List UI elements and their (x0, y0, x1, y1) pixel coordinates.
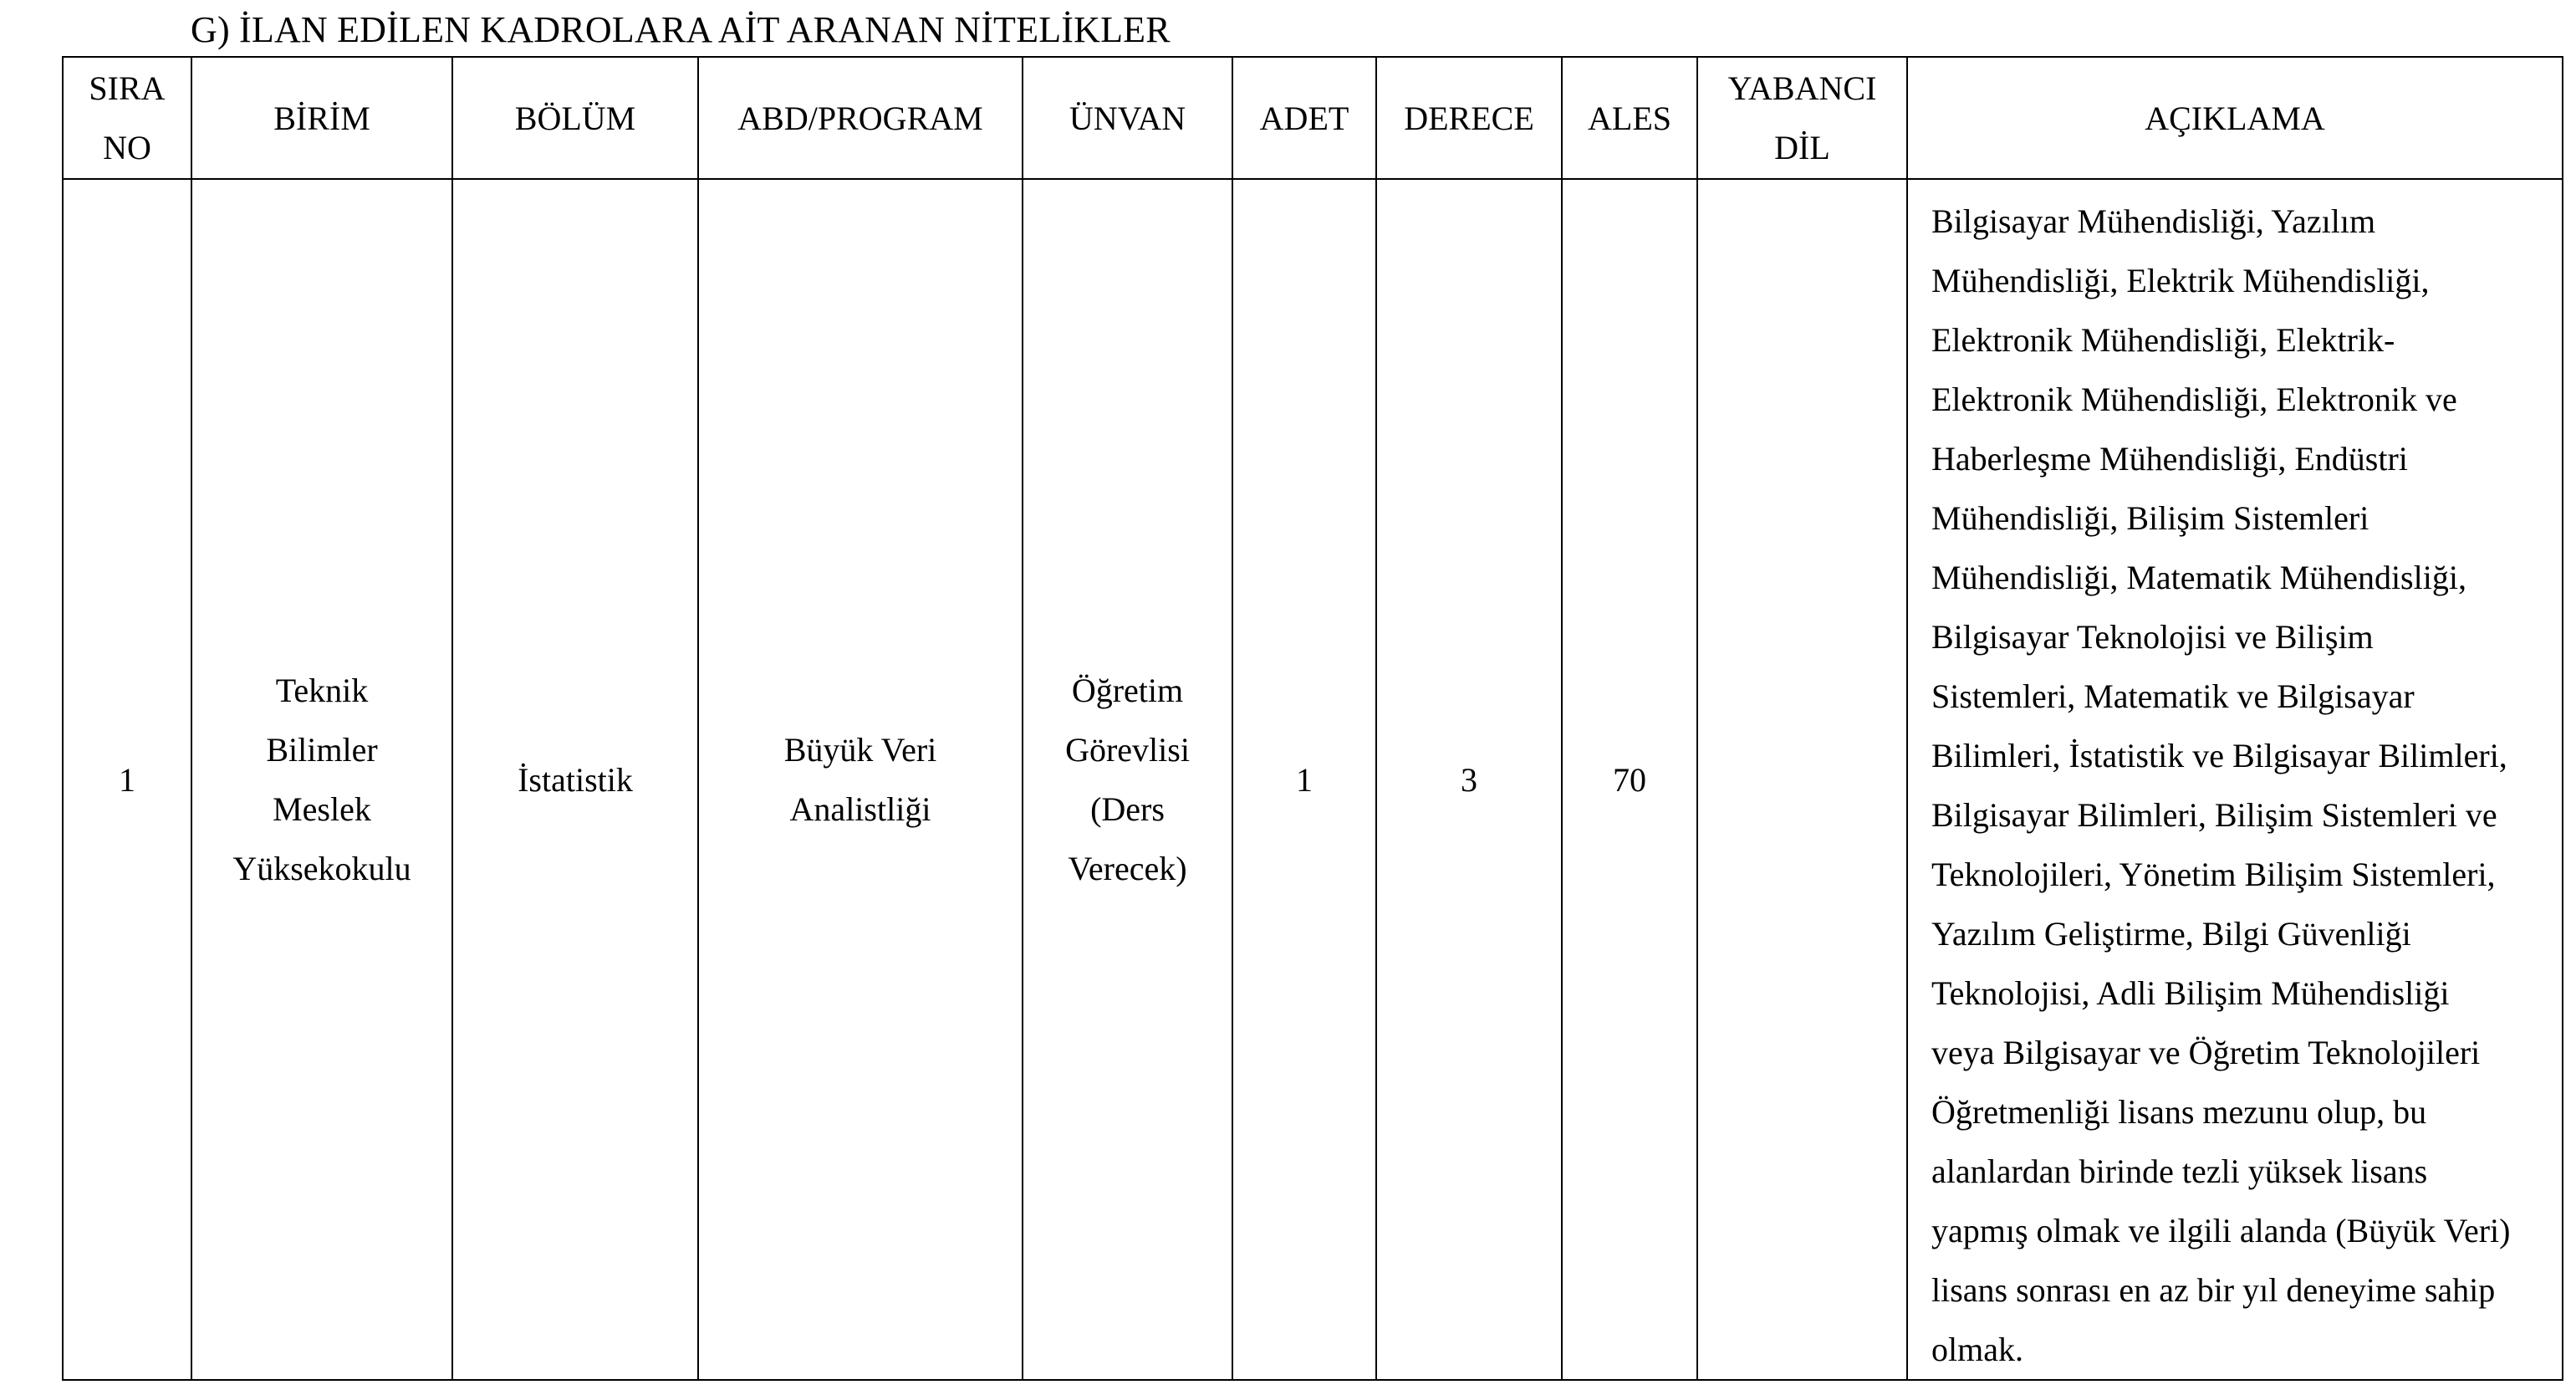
header-derece: DERECE (1376, 57, 1562, 179)
cell-bolum: İstatistik (452, 179, 698, 1380)
aciklama-line: Teknolojileri, Yönetim Bilişim Sistemleri, (1931, 856, 2496, 893)
section-title: G) İLAN EDİLEN KADROLARA AİT ARANAN NİTELİKLER (191, 9, 1171, 50)
birim-line: Yüksekokulu (232, 850, 411, 887)
aciklama-line: Bilgisayar Bilimleri, Bilişim Sistemleri ve (1931, 796, 2497, 834)
table-row (63, 179, 2563, 1380)
aciklama-line: Öğretmenliği lisans mezunu olup, bu (1931, 1093, 2427, 1131)
aciklama-text (1908, 180, 2562, 1379)
header-aciklama: AÇIKLAMA (1907, 57, 2563, 179)
unvan-line: (Ders (1090, 790, 1165, 828)
cell-sira-no: 1 (63, 179, 191, 1380)
abd-program-line: Analistliği (789, 790, 931, 828)
aciklama-line: Mühendisliği, Elektrik Mühendisliği, (1931, 262, 2430, 299)
aciklama-line: Elektronik Mühendisliği, Elektrik- (1931, 321, 2395, 359)
unvan-line: Öğretim (1071, 672, 1184, 709)
cell-aciklama (1907, 179, 2563, 1380)
cell-ales: 70 (1562, 179, 1697, 1380)
header-sira-no (63, 57, 191, 179)
header-yabanci-dil (1697, 57, 1907, 179)
aciklama-line: Bilgisayar Teknolojisi ve Bilişim (1931, 618, 2374, 656)
aciklama-line: Mühendisliği, Matematik Mühendisliği, (1931, 559, 2466, 596)
aciklama-line: Elektronik Mühendisliği, Elektronik ve (1931, 381, 2457, 418)
aciklama-line: yapmış olmak ve ilgili alanda (Büyük Veri) (1931, 1212, 2511, 1249)
aciklama-line: Bilgisayar Mühendisliği, Yazılım (1931, 202, 2376, 240)
header-yabanci-dil-line1: YABANCI (1727, 69, 1877, 107)
header-ales: ALES (1562, 57, 1697, 179)
aciklama-line: Bilimleri, İstatistik ve Bilgisayar Bilimleri, (1931, 737, 2507, 774)
header-sira-no-line1: SIRA (89, 69, 166, 107)
aciklama-line: alanlardan birinde tezli yüksek lisans (1931, 1152, 2428, 1190)
cell-birim (191, 179, 452, 1380)
table-header-row (63, 57, 2563, 179)
header-birim: BİRİM (191, 57, 452, 179)
aciklama-line: lisans sonrası en az bir yıl deneyime sahip (1931, 1271, 2496, 1309)
cell-derece: 3 (1376, 179, 1562, 1380)
cell-yabanci-dil (1697, 179, 1907, 1380)
aciklama-line: Teknolojisi, Adli Bilişim Mühendisliği (1931, 974, 2450, 1012)
aciklama-line: Sistemleri, Matematik ve Bilgisayar (1931, 677, 2415, 715)
cell-unvan (1023, 179, 1232, 1380)
abd-program-line: Büyük Veri (783, 731, 937, 769)
header-abd-program: ABD/PROGRAM (698, 57, 1023, 179)
cell-abd-program (698, 179, 1023, 1380)
cell-adet: 1 (1232, 179, 1376, 1380)
aciklama-line: Yazılım Geliştirme, Bilgi Güvenliği (1931, 915, 2411, 953)
header-sira-no-line2: NO (103, 129, 151, 166)
birim-line: Bilimler (266, 731, 378, 769)
unvan-line: Görevlisi (1065, 731, 1190, 769)
header-unvan: ÜNVAN (1023, 57, 1232, 179)
aciklama-line: Haberleşme Mühendisliği, Endüstri (1931, 440, 2408, 478)
birim-line: Teknik (275, 672, 369, 709)
aciklama-line: olmak. (1931, 1331, 2023, 1368)
birim-line: Meslek (273, 790, 371, 828)
header-yabanci-dil-line2: DİL (1774, 129, 1830, 166)
header-bolum: BÖLÜM (452, 57, 698, 179)
aciklama-line: Mühendisliği, Bilişim Sistemleri (1931, 499, 2369, 537)
unvan-line: Verecek) (1068, 850, 1187, 887)
header-adet: ADET (1232, 57, 1376, 179)
positions-table (62, 56, 2563, 1381)
aciklama-line: veya Bilgisayar ve Öğretim Teknolojileri (1931, 1034, 2481, 1071)
